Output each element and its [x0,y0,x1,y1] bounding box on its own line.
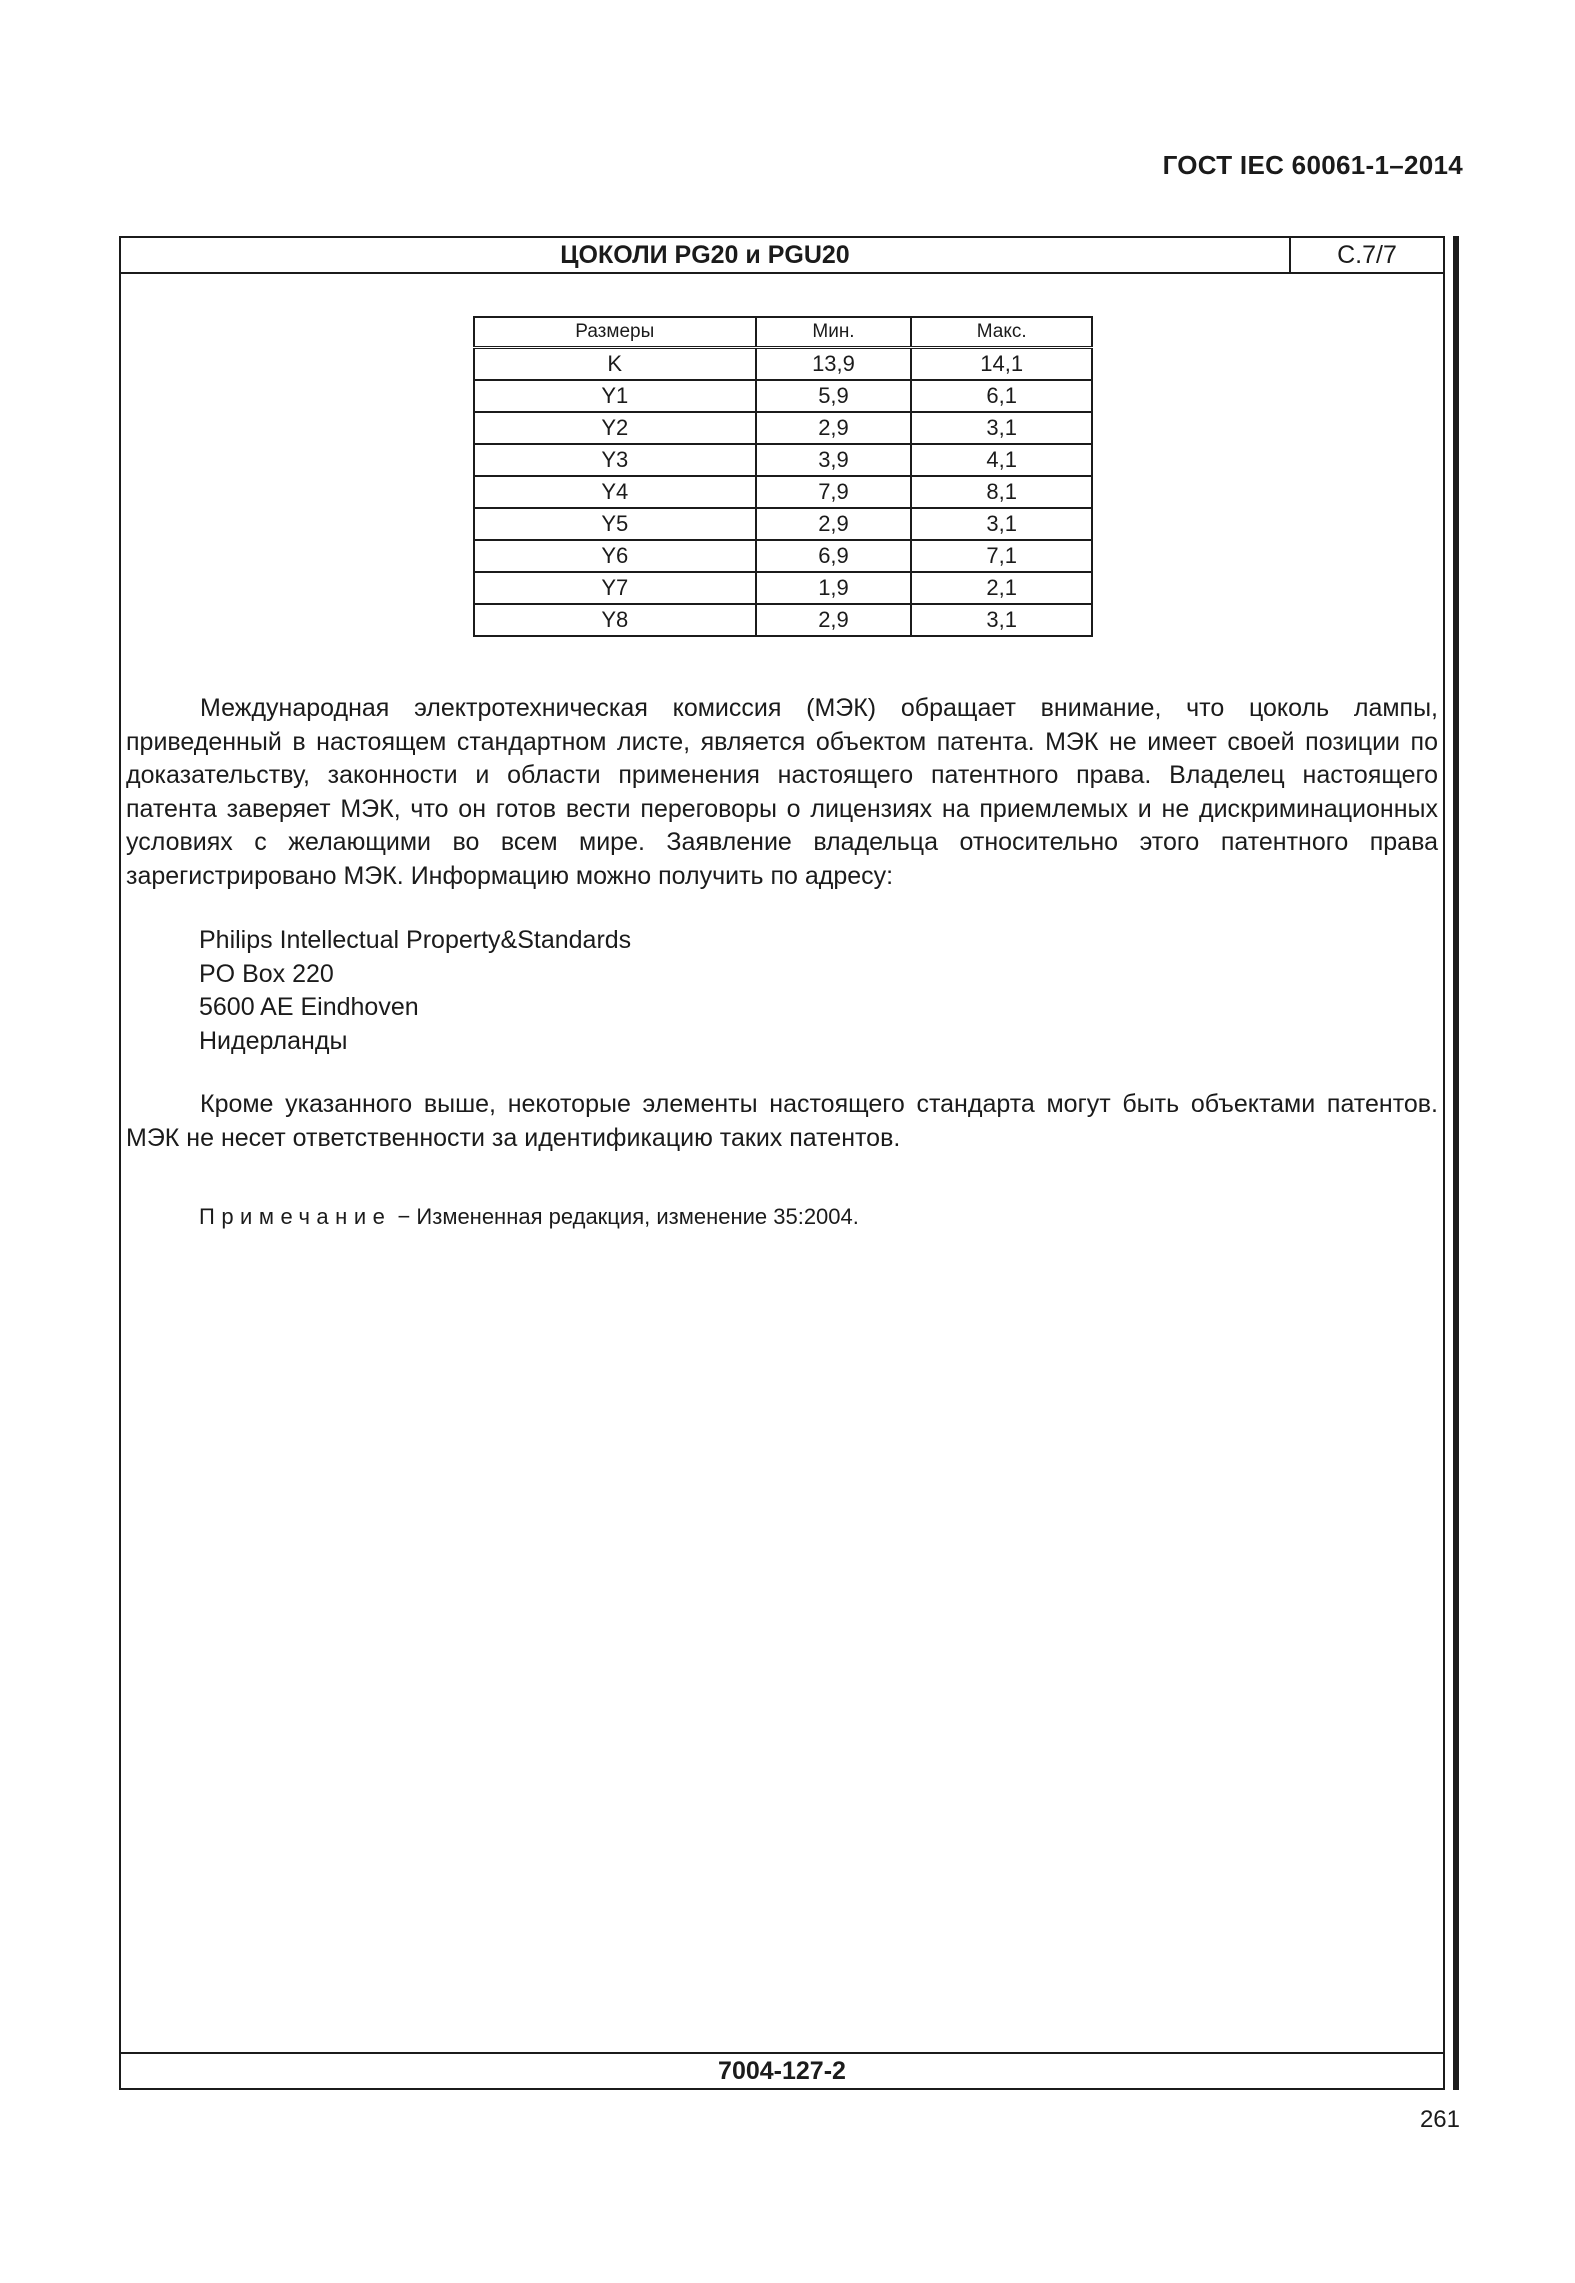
cell-dimension: Y1 [474,380,756,412]
cell-min: 5,9 [756,380,912,412]
cell-max: 3,1 [911,604,1092,636]
cell-max: 3,1 [911,508,1092,540]
standard-code: ГОСТ IEC 60061-1–2014 [1162,150,1463,180]
dimensions-table [473,316,1093,637]
address-line: Philips Intellectual Property&Standards [199,926,632,954]
cell-min: 7,9 [756,476,912,508]
sheet-header [121,238,1443,274]
table-row [474,444,1092,476]
cell-dimension: Y4 [474,476,756,508]
cell-dimension: K [474,348,756,381]
cell-dimension: Y3 [474,444,756,476]
disclaimer-paragraph: Кроме указанного выше, некоторые элементы настоящего стандарта могут быть объектами патентов. МЭК не несет ответственности за идентификацию таких патентов. [126,1090,1438,1152]
note [199,1204,859,1230]
table-row [474,380,1092,412]
cell-min: 13,9 [756,348,912,381]
cell-max: 8,1 [911,476,1092,508]
cell-dimension: Y5 [474,508,756,540]
standard-sheet [119,236,1445,2090]
column-header-dimension: Размеры [474,317,756,348]
address-line: PO Box 220 [199,959,334,988]
cell-min: 1,9 [756,572,912,604]
cell-dimension: Y8 [474,604,756,636]
sheet-edge-bar [1453,236,1459,2090]
note-text: − Измененная редакция, изменение 35:2004. [391,1204,859,1229]
column-header-min: Мин. [756,317,912,348]
note-label: Примечание [199,1204,392,1229]
column-header-max: Макс. [911,317,1092,348]
cell-max: 2,1 [911,572,1092,604]
sheet-number: С.7/7 [1289,238,1443,272]
cell-max: 14,1 [911,348,1092,381]
table-row [474,348,1092,381]
table-header-row [474,317,1092,348]
cell-max: 4,1 [911,444,1092,476]
cell-dimension: Y7 [474,572,756,604]
cell-min: 3,9 [756,444,912,476]
cell-dimension: Y6 [474,540,756,572]
table-row [474,412,1092,444]
address-line: Нидерланды [199,1026,348,1055]
cell-max: 7,1 [911,540,1092,572]
cell-min: 2,9 [756,604,912,636]
cell-dimension: Y2 [474,412,756,444]
sheet-title: ЦОКОЛИ PG20 и PGU20 [560,241,850,269]
table-row [474,572,1092,604]
table-row [474,476,1092,508]
table-row [474,540,1092,572]
address-block [199,924,631,1058]
address-line: 5600 AE Eindhoven [199,993,419,1021]
sheet-footer-code: 7004-127-2 [121,2052,1443,2088]
patent-paragraph: Международная электротехническая комиссия (МЭК) обращает внимание, что цоколь лампы, приведенный в настоящем стандартном листе, является объектом патента. МЭК не имеет своей позиции по доказательству, законности и области применения настоящего патентного права. Владелец настоящего патента заверяет МЭК, что он готов вести переговоры о лицензиях на приемлемых и не дискриминационных условиях с желающими во всем мире. Заявление владельца относительно этого патентного права зарегистрировано МЭК. Информацию можно получить по адресу: [126,694,1438,890]
table-row [474,508,1092,540]
cell-min: 2,9 [756,412,912,444]
cell-max: 6,1 [911,380,1092,412]
page-number: 261 [1419,2106,1460,2133]
cell-min: 2,9 [756,508,912,540]
cell-min: 6,9 [756,540,912,572]
cell-max: 3,1 [911,412,1092,444]
table-row [474,604,1092,636]
